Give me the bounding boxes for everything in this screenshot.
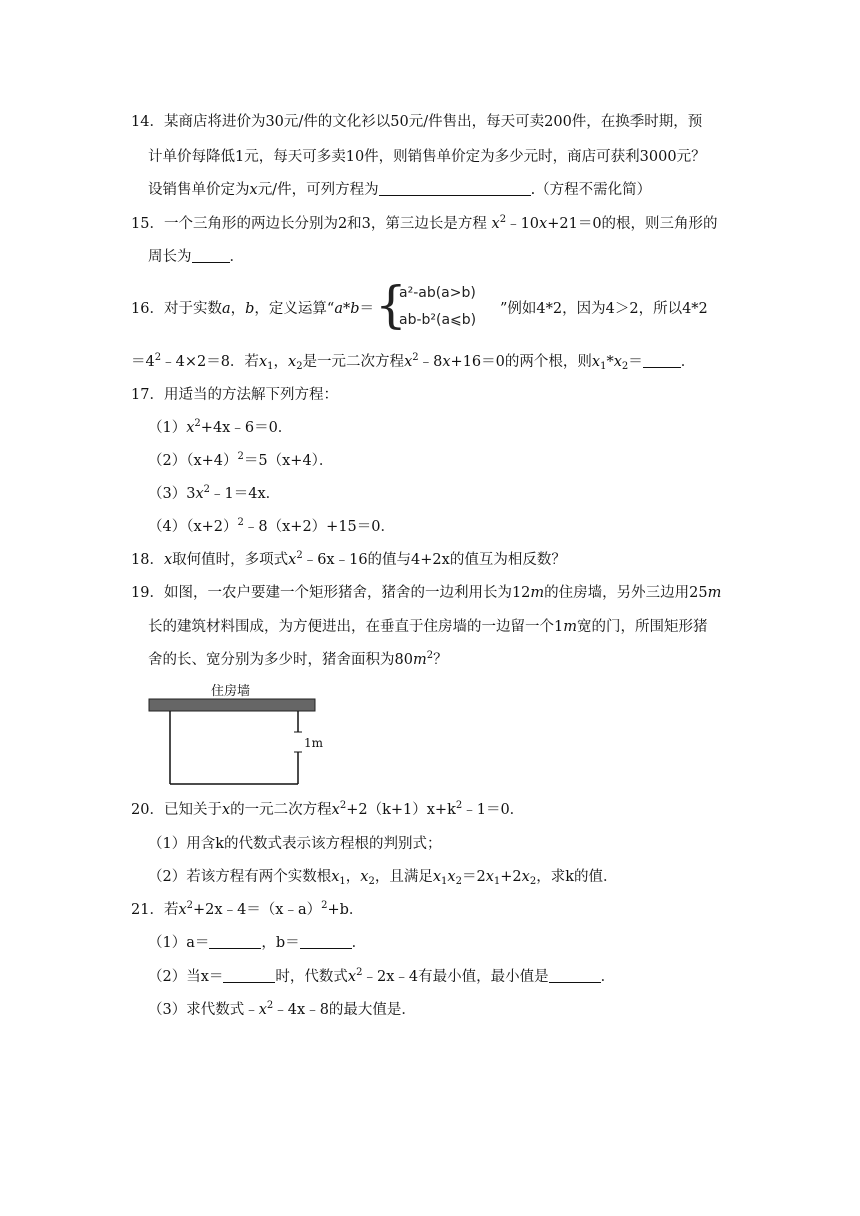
q20-part1: （1）用含k的代数式表示该方程根的判别式； (148, 836, 442, 852)
q15-line1: 15．一个三角形的两边长分别为2和3，第三边长是方程 $x^2﹣10x+21=0$的根，则三角形的 (131, 214, 718, 232)
pigpen-diagram (148, 682, 324, 787)
q14-line3: 设销售单价定为x元/件，可列方程为 .（方程不需化简） (148, 182, 652, 198)
q14-answer-blank (379, 181, 531, 196)
q21-min-blank (549, 968, 601, 983)
q18-line: 18．x取何值时，多项式$x^2﹣6x﹣16$的值与4+2x的值互为相反数？ (131, 550, 566, 568)
piecewise-case-2: ab-b²(a⩽b) (399, 312, 477, 328)
q21-part1: （1）a＝ ，b＝ ． (148, 935, 367, 951)
q16-piecewise-definition (375, 276, 503, 335)
q14-line1: 14．某商店将进价为30元/件的文化衫以50元/件售出，每天可卖200件，在换季时期，预 (131, 114, 703, 130)
q15-line2: 周长为 ． (148, 249, 244, 265)
q19-line3: 舍的长、宽分别为多少时，猪舍面积为$80m^2$？ (148, 650, 448, 668)
q14-line2: 计单价每降低1元，每天可多卖10件，则销售单价定为多少元时，商店可获利3000元？ (148, 149, 706, 165)
piecewise-case-1: a²-ab(a>b) (399, 285, 476, 301)
q19-line1: 19．如图，一农户要建一个矩形猪舍，猪舍的一边利用长为12m的住房墙，另外三边用25m (131, 585, 722, 601)
q20-line1: 20．已知关于x的一元二次方程$x^2+2(k+1)x+k^2﹣1=0$． (131, 800, 525, 818)
q21-part2: （2）当x＝ 时，代数式$x^2﹣2x﹣4$有最小值，最小值是 ． (148, 967, 616, 985)
q17-title: 17．用适当的方法解下列方程： (131, 387, 338, 403)
left-brace: { (375, 276, 407, 334)
q17-part2: $(2)(x+4)^2=5(x+4)$． (148, 451, 334, 469)
q21-line1: 21．若$x^2+2x﹣4=(x﹣a)^2+b$． (131, 900, 364, 918)
q21-x-blank (223, 968, 275, 983)
q16-line2: $=4^2﹣4\times 2=8$．若$x_1$，$x_2$是一元二次方程$x^2﹣8x+16=0$的两个根，则$x_1*x_2=$ ． (131, 352, 696, 372)
q17-part3: $(3)3x^2﹣1=4x$． (148, 484, 281, 502)
q21-a-blank (209, 934, 261, 949)
house-wall (149, 699, 315, 711)
q21-part3: （3）求代数式$﹣x^2﹣4x﹣8$的最大值是． (148, 1000, 416, 1018)
q17-part4: $(4)(x+2)^2﹣8(x+2)+15=0$． (148, 517, 396, 535)
q19-line2: 长的建筑材料围成，为方便进出，在垂直于住房墙的一边留一个1m宽的门，所围矩形猪 (148, 619, 708, 635)
q20-part2: （2）若该方程有两个实数根$x_1$，$x_2$，且满足$x_1x_2=2x_1+2x_2$，求k的值． (148, 869, 618, 887)
door-label: 1m (304, 736, 324, 750)
q21-b-blank (300, 934, 352, 949)
q16-answer-blank (643, 353, 681, 368)
q16-line1: 16．对于实数a，b，定义运算“a*b＝ ”例如4*2，因为4＞2，所以4*2 (131, 301, 708, 317)
q17-part1: $(1)x^2+4x﹣6=0$． (148, 418, 293, 436)
q15-answer-blank (192, 248, 230, 263)
wall-label: 住房墙 (211, 684, 251, 699)
